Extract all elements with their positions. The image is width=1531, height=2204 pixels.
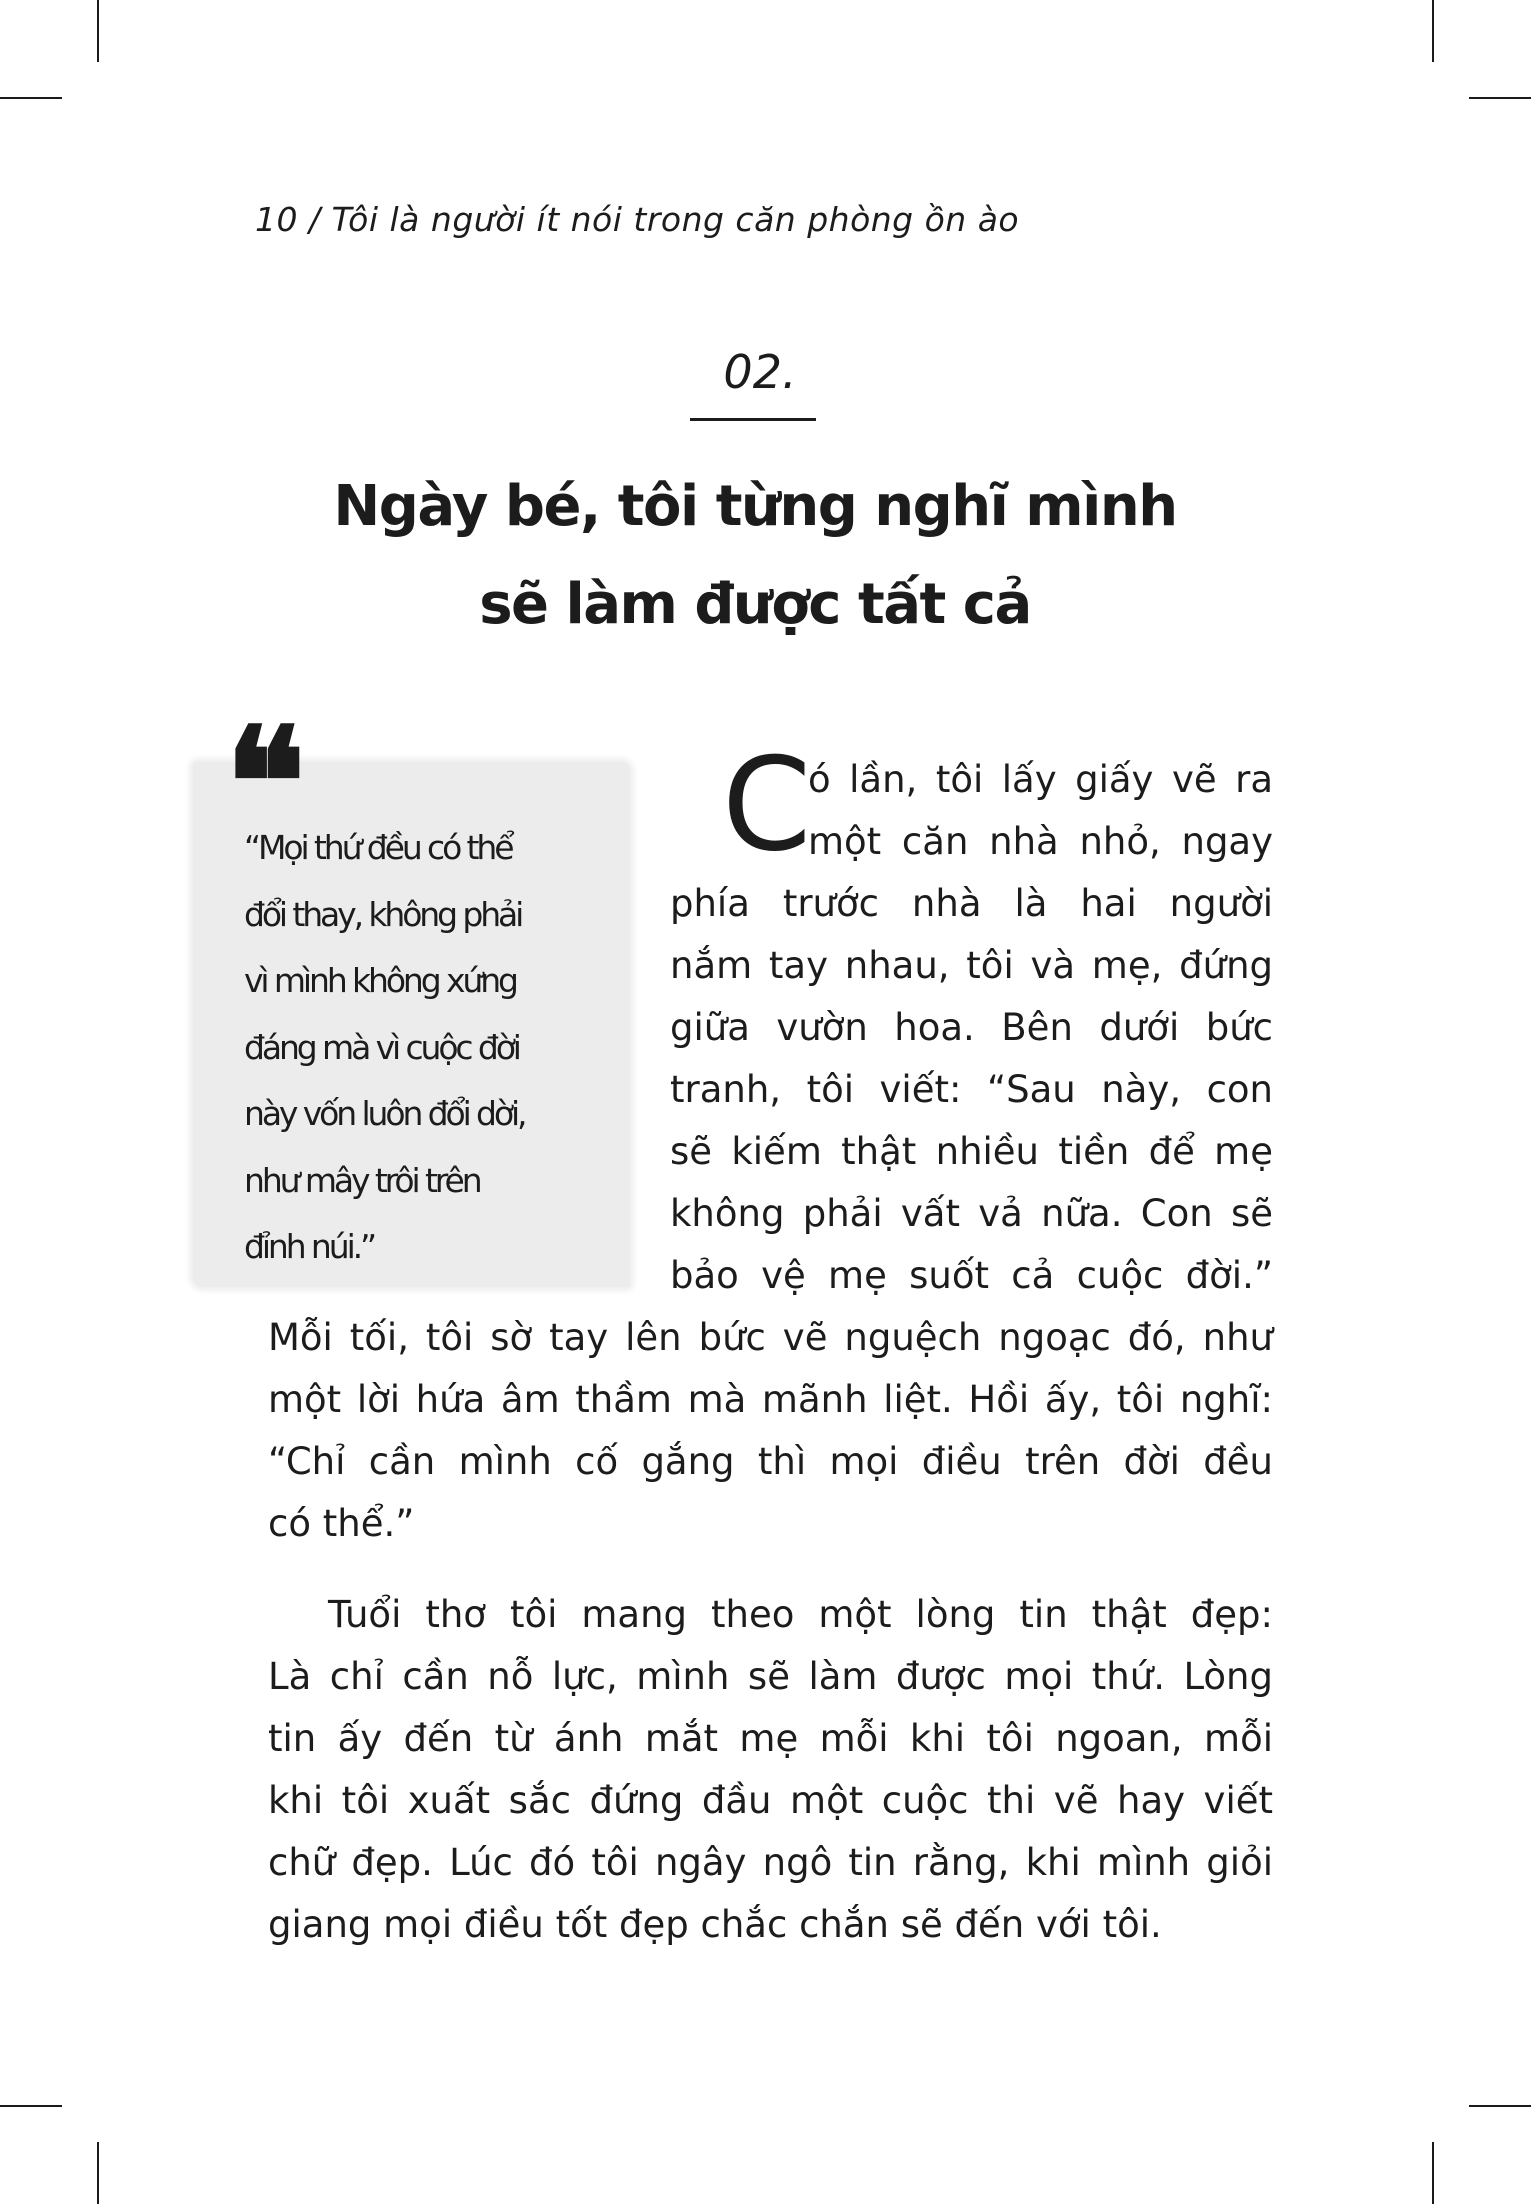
- body-line: giang mọi điều tốt đẹp chắc chắn sẽ đến với tôi.: [268, 1903, 1162, 1946]
- chapter-title-line: sẽ làm được tất cả: [479, 572, 1031, 637]
- body-line: một lời hứa âm thầm mà mãnh liệt. Hồi ấy, tôi nghĩ:: [268, 1378, 1273, 1421]
- body-line: phía trước nhà là hai người: [670, 882, 1273, 925]
- crop-mark: [0, 97, 62, 99]
- chapter-number-underline: [690, 418, 816, 421]
- body-line: chữ đẹp. Lúc đó tôi ngây ngô tin rằng, khi mình giỏi: [268, 1841, 1273, 1884]
- pull-quote-line: “Mọi thứ đều có thể: [244, 828, 512, 867]
- pull-quote-line: như mây trôi trên: [244, 1160, 480, 1200]
- body-line: không phải vất vả nữa. Con sẽ: [670, 1192, 1273, 1235]
- drop-cap: C: [722, 731, 812, 880]
- crop-mark: [97, 0, 99, 62]
- crop-mark: [97, 2142, 99, 2204]
- body-line: tin ấy đến từ ánh mắt mẹ mỗi khi tôi ngoan, mỗi: [268, 1717, 1273, 1760]
- chapter-title-line: Ngày bé, tôi từng nghĩ mình: [333, 474, 1177, 539]
- crop-mark: [0, 2105, 62, 2107]
- body-line: có thể.”: [268, 1502, 415, 1545]
- chapter-title: [300, 458, 1210, 654]
- body-line: sẽ kiếm thật nhiều tiền để mẹ: [670, 1130, 1273, 1173]
- body-line: khi tôi xuất sắc đứng đầu một cuộc thi vẽ hay viết: [268, 1779, 1273, 1822]
- body-line: “Chỉ cần mình cố gắng thì mọi điều trên đời đều: [268, 1440, 1273, 1483]
- body-line: nắm tay nhau, tôi và mẹ, đứng: [670, 944, 1273, 987]
- running-header: 10 / Tôi là người ít nói trong căn phòng ồn ào: [255, 200, 1020, 239]
- crop-mark: [1432, 0, 1434, 62]
- crop-mark: [1469, 97, 1531, 99]
- body-line: giữa vườn hoa. Bên dưới bức: [670, 1006, 1273, 1049]
- chapter-number: 02.: [723, 345, 797, 399]
- pull-quote-text: [244, 815, 644, 1281]
- body-line: bảo vệ mẹ suốt cả cuộc đời.”: [670, 1254, 1273, 1297]
- body-line: tranh, tôi viết: “Sau này, con: [670, 1068, 1273, 1111]
- crop-mark: [1469, 2105, 1531, 2107]
- body-line: ó lần, tôi lấy giấy vẽ ra: [808, 758, 1273, 801]
- body-line: Mỗi tối, tôi sờ tay lên bức vẽ nguệch ngoạc đó, như: [268, 1316, 1273, 1359]
- pull-quote-line: đỉnh núi.”: [244, 1227, 375, 1266]
- pull-quote-line: đổi thay, không phải: [244, 894, 522, 934]
- opening-quote-icon: ❝: [225, 695, 306, 871]
- pull-quote-line: này vốn luôn đổi dời,: [244, 1094, 525, 1133]
- body-line: một căn nhà nhỏ, ngay: [808, 820, 1273, 863]
- pull-quote-line: vì mình không xứng: [244, 961, 516, 1000]
- body-line: Tuổi thơ tôi mang theo một lòng tin thật đẹp:: [328, 1593, 1273, 1636]
- body-line: Là chỉ cần nỗ lực, mình sẽ làm được mọi thứ. Lòng: [268, 1655, 1273, 1698]
- crop-mark: [1432, 2142, 1434, 2204]
- pull-quote-line: đáng mà vì cuộc đời: [244, 1027, 519, 1067]
